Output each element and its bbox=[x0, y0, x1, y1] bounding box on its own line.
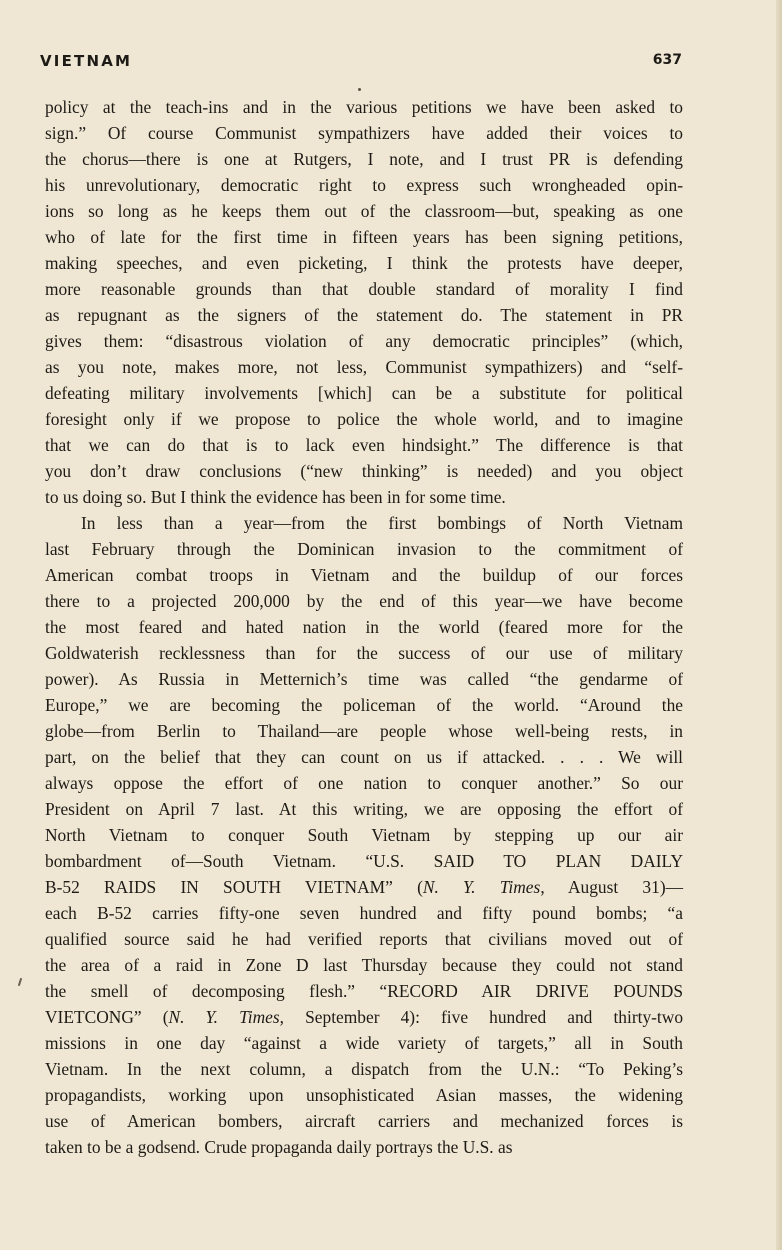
text-line: more reasonable grounds than that double standard of morality I find bbox=[45, 279, 683, 299]
page-number: 637 bbox=[652, 52, 682, 68]
text-line: as you note, makes more, not less, Communist sympathizers) and “self- bbox=[45, 357, 683, 377]
text-line: North Vietnam to conquer South Vietnam by stepping up our air bbox=[45, 825, 683, 845]
text-line: his unrevolutionary, democratic right to express such wrongheaded opin- bbox=[45, 175, 683, 195]
text-line: making speeches, and even picketing, I think the protests have deeper, bbox=[45, 253, 683, 273]
page-header bbox=[40, 52, 682, 72]
text-line: Europe,” we are becoming the policeman of the world. “Around the bbox=[45, 695, 683, 715]
text-line: bombardment of—South Vietnam. “U.S. SAID TO PLAN DAILY bbox=[45, 851, 683, 871]
text-line: part, on the belief that they can count on us if attacked. . . . We will bbox=[45, 747, 683, 767]
text-line: taken to be a godsend. Crude propaganda daily portrays the U.S. as bbox=[45, 1137, 513, 1157]
text-line: who of late for the first time in fifteen years has been signing petitions, bbox=[45, 227, 683, 247]
text-line: President on April 7 last. At this writing, we are opposing the effort of bbox=[45, 799, 683, 819]
text-line: missions in one day “against a wide variety of targets,” all in South bbox=[45, 1033, 683, 1053]
text-line: In less than a year—from the first bombings of North Vietnam bbox=[81, 513, 683, 533]
text-line: the area of a raid in Zone D last Thursday because they could not stand bbox=[45, 955, 683, 975]
running-head: VIETNAM bbox=[40, 52, 133, 70]
text-line: B-52 RAIDS IN SOUTH VIETNAM” (N. Y. Times, August 31)— bbox=[45, 877, 683, 897]
text-line: you don’t draw conclusions (“new thinking” is needed) and you object bbox=[45, 461, 683, 481]
text-line: to us doing so. But I think the evidence has been in for some time. bbox=[45, 487, 506, 507]
paragraph bbox=[45, 94, 683, 510]
text-line: globe—from Berlin to Thailand—are people whose well-being rests, in bbox=[45, 721, 683, 741]
text-line: Goldwaterish recklessness than for the success of our use of military bbox=[45, 643, 683, 663]
text-line: defeating military involvements [which] can be a substitute for political bbox=[45, 383, 683, 403]
text-line: last February through the Dominican invasion to the commitment of bbox=[45, 539, 683, 559]
text-line: that we can do that is to lack even hindsight.” The difference is that bbox=[45, 435, 683, 455]
text-line: qualified source said he had verified reports that civilians moved out of bbox=[45, 929, 683, 949]
page-edge-shadow bbox=[776, 0, 782, 1250]
text-line: each B-52 carries fifty-one seven hundred and fifty pound bombs; “a bbox=[45, 903, 683, 923]
text-line: the chorus—there is one at Rutgers, I note, and I trust PR is defending bbox=[45, 149, 683, 169]
text-line: policy at the teach-ins and in the various petitions we have been asked to bbox=[45, 97, 683, 117]
text-line: gives them: “disastrous violation of any democratic principles” (which, bbox=[45, 331, 683, 351]
text-line: the most feared and hated nation in the world (feared more for the bbox=[45, 617, 683, 637]
text-line: propagandists, working upon unsophisticated Asian masses, the widening bbox=[45, 1085, 683, 1105]
text-line: foresight only if we propose to police the whole world, and to imagine bbox=[45, 409, 683, 429]
text-line: power). As Russia in Metternich’s time was called “the gendarme of bbox=[45, 669, 683, 689]
text-line: as repugnant as the signers of the statement do. The statement in PR bbox=[45, 305, 683, 325]
text-line: Vietnam. In the next column, a dispatch from the U.N.: “To Peking’s bbox=[45, 1059, 683, 1079]
margin-pencil-mark bbox=[18, 978, 22, 986]
text-line: use of American bombers, aircraft carriers and mechanized forces is bbox=[45, 1111, 683, 1131]
paragraph bbox=[45, 510, 683, 1160]
text-line: American combat troops in Vietnam and the buildup of our forces bbox=[45, 565, 683, 585]
text-line: VIETCONG” (N. Y. Times, September 4): five hundred and thirty-two bbox=[45, 1007, 684, 1027]
body-text bbox=[45, 94, 683, 1160]
text-line: sign.” Of course Communist sympathizers have added their voices to bbox=[45, 123, 683, 143]
ink-speck bbox=[358, 88, 361, 91]
text-line: there to a projected 200,000 by the end of this year—we have become bbox=[45, 591, 683, 611]
text-line: always oppose the effort of one nation to conquer another.” So our bbox=[45, 773, 683, 793]
text-line: the smell of decomposing flesh.” “RECORD AIR DRIVE POUNDS bbox=[45, 981, 683, 1001]
text-line: ions so long as he keeps them out of the classroom—but, speaking as one bbox=[45, 201, 683, 221]
